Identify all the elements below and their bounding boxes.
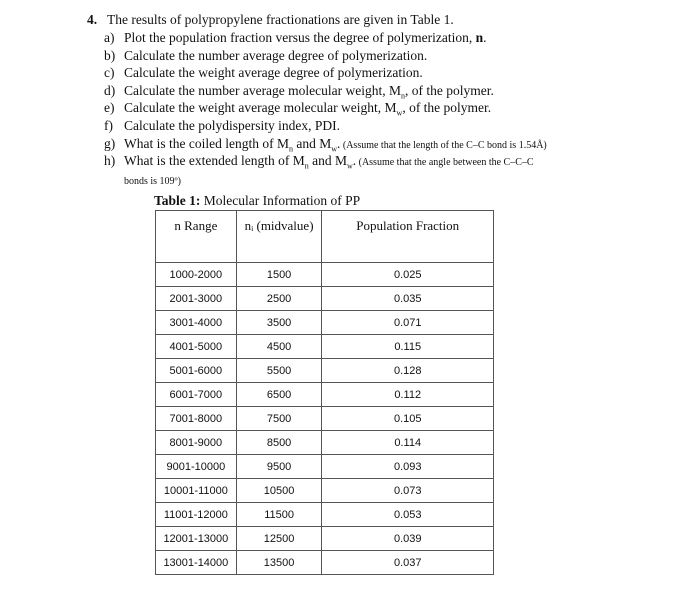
question-item — [104, 29, 487, 47]
table-row — [156, 359, 494, 383]
n-range-cell: 7001-8000 — [156, 407, 237, 431]
fraction-cell: 0.073 — [322, 479, 494, 503]
header-midvalue: nᵢ (midvalue) — [236, 211, 322, 263]
n-range-cell: 3001-4000 — [156, 311, 237, 335]
item-text: Calculate the number average degree of polymerization. — [124, 47, 428, 63]
caption-label: Table 1: — [154, 193, 201, 208]
fraction-cell: 0.128 — [322, 359, 494, 383]
fraction-cell: 0.025 — [322, 263, 494, 287]
table-row — [156, 383, 494, 407]
item-text: What is the coiled length of M — [124, 135, 289, 151]
item-sub: n — [401, 91, 406, 101]
question-number: 4. — [87, 12, 98, 27]
table-row — [156, 335, 494, 359]
midvalue-cell: 1500 — [236, 263, 322, 287]
table-row — [156, 431, 494, 455]
midvalue-cell: 13500 — [236, 551, 322, 575]
midvalue-cell: 12500 — [236, 527, 322, 551]
n-range-cell: 11001-12000 — [156, 503, 237, 527]
n-range-cell: 10001-11000 — [156, 479, 237, 503]
item-text: Calculate the number average molecular weight, M — [124, 82, 402, 98]
table-row — [156, 311, 494, 335]
fraction-cell: 0.071 — [322, 311, 494, 335]
item-text: What is the extended length of M — [124, 153, 305, 169]
item-mid: and M — [292, 135, 332, 151]
item-end: , of the polymer. — [402, 100, 492, 116]
molecular-info-table — [155, 210, 494, 575]
midvalue-cell: 5500 — [236, 359, 322, 383]
item-end: . — [483, 30, 487, 45]
item-label: f) — [104, 118, 113, 133]
table-row — [156, 527, 494, 551]
midvalue-cell: 6500 — [236, 383, 322, 407]
midvalue-cell: 8500 — [236, 431, 322, 455]
table-row — [156, 287, 494, 311]
fraction-cell: 0.053 — [322, 503, 494, 527]
midvalue-cell: 7500 — [236, 407, 322, 431]
item-note: (Assume that the angle between the C–C–C — [356, 157, 534, 169]
item-text: Plot the population fraction versus the degree of polymerization, — [124, 30, 476, 45]
question-item — [104, 117, 340, 135]
n-range-cell: 2001-3000 — [156, 287, 237, 311]
fraction-cell: 0.093 — [322, 455, 494, 479]
midvalue-cell: 2500 — [236, 287, 322, 311]
table-row — [156, 263, 494, 287]
fraction-cell: 0.037 — [322, 551, 494, 575]
header-n-range: n Range — [156, 211, 237, 263]
item-sub2: w — [346, 161, 353, 171]
item-label: d) — [104, 82, 116, 98]
n-range-cell: 8001-9000 — [156, 431, 237, 455]
fraction-cell: 0.035 — [322, 287, 494, 311]
item-sub: n — [288, 144, 293, 154]
n-range-cell: 12001-13000 — [156, 527, 237, 551]
item-note: (Assume that the length of the C–C bond is 1.54Å) — [340, 139, 547, 151]
n-range-cell: 5001-6000 — [156, 359, 237, 383]
midvalue-cell: 3500 — [236, 311, 322, 335]
item-text: Calculate the weight average molecular weight, M — [124, 100, 397, 116]
table-row — [156, 455, 494, 479]
item-sub: w — [396, 109, 403, 119]
item-label: h) — [104, 153, 116, 169]
item-sub: n — [304, 161, 309, 171]
question-item — [104, 152, 534, 188]
item-end: , of the polymer. — [405, 82, 494, 98]
item-note-cont: bonds is 109º) — [124, 176, 181, 188]
item-text: Calculate the polydispersity index, PDI. — [124, 118, 340, 133]
midvalue-cell: 10500 — [236, 479, 322, 503]
item-label: b) — [104, 47, 116, 63]
fraction-cell: 0.114 — [322, 431, 494, 455]
fraction-cell: 0.115 — [322, 335, 494, 359]
question-intro — [87, 11, 454, 29]
intro-text: The results of polypropylene fractionations are given in Table 1. — [107, 12, 454, 27]
midvalue-cell: 11500 — [236, 503, 322, 527]
question-item — [104, 64, 423, 82]
item-bold: n — [475, 30, 484, 45]
table-row — [156, 479, 494, 503]
table-row — [156, 407, 494, 431]
item-label: c) — [104, 65, 115, 81]
table-row — [156, 551, 494, 575]
n-range-cell: 9001-10000 — [156, 455, 237, 479]
midvalue-cell: 4500 — [236, 335, 322, 359]
header-population-fraction: Population Fraction — [322, 211, 494, 263]
n-range-cell: 13001-14000 — [156, 551, 237, 575]
item-mid: and M — [308, 153, 347, 169]
item-text: Calculate the weight average degree of polymerization. — [124, 65, 423, 81]
midvalue-cell: 9500 — [236, 455, 322, 479]
item-end: . — [352, 153, 357, 169]
fraction-cell: 0.039 — [322, 527, 494, 551]
fraction-cell: 0.112 — [322, 383, 494, 407]
table-row — [156, 503, 494, 527]
caption-text: Molecular Information of PP — [200, 193, 361, 208]
fraction-cell: 0.105 — [322, 407, 494, 431]
item-label: a) — [104, 30, 115, 45]
question-item — [104, 47, 427, 65]
item-label: g) — [104, 135, 116, 151]
item-sub2: w — [331, 144, 337, 154]
table-caption — [154, 193, 360, 209]
item-label: e) — [104, 100, 115, 116]
item-end: . — [337, 135, 341, 151]
n-range-cell: 1000-2000 — [156, 263, 237, 287]
n-range-cell: 6001-7000 — [156, 383, 237, 407]
n-range-cell: 4001-5000 — [156, 335, 237, 359]
